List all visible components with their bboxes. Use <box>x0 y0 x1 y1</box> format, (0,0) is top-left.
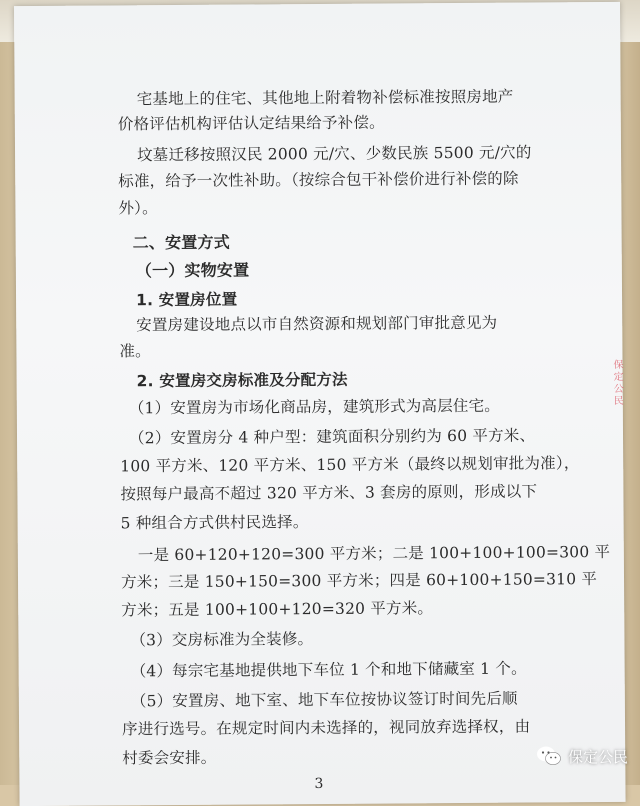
section-heading: 二、安置方式 <box>132 232 230 253</box>
doc-line-12: （1）安置房为市场化商品房，建筑形式为高层住宅。 <box>128 396 501 418</box>
doc-line-9: 安置房建设地点以市自然资源和规划部门审批意见为 <box>136 313 498 335</box>
watermark-label: 保定公民 <box>567 747 628 766</box>
doc-line-3: 坟墓迁移按照汉民 2000 元/穴、少数民族 5500 元/穴的 <box>136 143 532 165</box>
doc-line-21: （4）每宗宅基地提供地下车位 1 个和地下储藏室 1 个。 <box>130 659 527 681</box>
doc-line-14: 100 平方米、120 平方米、150 平方米（最终以规划审批为准）， <box>120 454 580 476</box>
page-number: 3 <box>314 775 324 793</box>
doc-line-5: 外）。 <box>118 199 158 218</box>
subsection-heading: （一）实物安置 <box>135 260 250 281</box>
document-page <box>14 2 626 806</box>
doc-line-1: 宅基地上的住宅、其他地上附着物补偿标准按照房地产 <box>136 87 514 109</box>
doc-line-18: 方米；三是 150+150=300 平方米；四是 60+100+150=310 平 <box>120 570 598 592</box>
wechat-icon <box>536 745 562 767</box>
doc-line-15: 按照每户最高不超过 320 平方米、3 套房的原则，形成以下 <box>120 482 538 504</box>
doc-line-22: （5）安置房、地下室、地下车位按协议签订时间先后顺 <box>130 689 518 711</box>
item-heading-1: 1. 安置房位置 <box>136 290 238 310</box>
red-seal-stamp: 保定公民 <box>613 359 624 407</box>
doc-line-13: （2）安置房分 4 种户型：建筑面积分别约为 60 平方米、 <box>128 426 536 448</box>
item-heading-2: 2. 安置房交房标准及分配方法 <box>136 370 348 391</box>
doc-line-19: 方米；五是 100+100+120=320 平方米。 <box>121 599 434 620</box>
doc-line-2: 价格评估机构评估认定结果给予补偿。 <box>117 113 385 134</box>
doc-line-23: 序进行选号。在规定时间内未选择的，视同放弃选择权，由 <box>121 717 531 739</box>
doc-line-20: （3）交房标准为全装修。 <box>130 630 314 650</box>
doc-line-17: 一是 60+120+120=300 平方米；二是 100+100+100=300 平 <box>137 542 611 565</box>
wechat-watermark <box>536 745 628 767</box>
doc-line-16: 5 种组合方式供村民选择。 <box>120 513 309 533</box>
doc-line-4: 标准，给予一次性补助。（按综合包干补偿价进行补偿的除 <box>118 169 519 191</box>
doc-line-24: 村委会安排。 <box>122 748 217 768</box>
doc-line-10: 准。 <box>119 342 151 361</box>
